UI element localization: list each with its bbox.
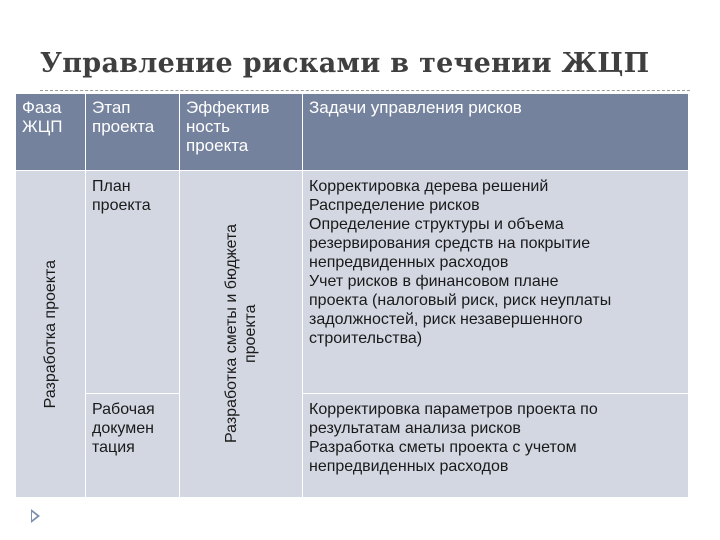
stage-line: Рабочая xyxy=(92,401,155,418)
header-phase xyxy=(16,94,86,171)
header-phase-line: ЖЦП xyxy=(22,117,63,136)
tasks-cell-docs xyxy=(303,394,689,498)
header-efficiency-line: Эффектив xyxy=(186,98,270,117)
stage-cell-docs xyxy=(86,394,180,498)
header-efficiency-line: ность xyxy=(186,117,230,136)
header-phase-line: Фаза xyxy=(22,98,62,117)
stage-line: проекта xyxy=(92,197,151,214)
task-line: Определение структуры и объема xyxy=(309,216,564,233)
header-efficiency-line: проекта xyxy=(186,136,249,155)
task-line: резервирования средств на покрытие xyxy=(309,235,591,252)
task-line: результатам анализа рисков xyxy=(309,420,521,437)
header-stage-line: Этап xyxy=(92,98,131,117)
title-divider xyxy=(40,90,690,91)
stage-line: тация xyxy=(92,439,135,456)
efficiency-line: Разработка сметы и бюджета xyxy=(223,224,240,444)
phase-cell xyxy=(16,171,86,498)
task-line: Корректировка дерева решений xyxy=(309,178,549,195)
task-line: непредвиденных расходов xyxy=(309,254,509,271)
efficiency-line: проекта xyxy=(242,304,259,364)
task-line: строительства) xyxy=(309,330,423,347)
phase-label: Разработка проекта xyxy=(42,259,59,409)
header-tasks-line: Задачи управления рисков xyxy=(309,98,522,117)
task-line: непредвиденных расходов xyxy=(309,458,509,475)
efficiency-cell xyxy=(180,171,303,498)
header-tasks xyxy=(303,94,689,171)
header-efficiency xyxy=(180,94,303,171)
header-stage xyxy=(86,94,180,171)
slide-title: Управление рисками в течении ЖЦП xyxy=(40,48,650,79)
stage-cell-plan xyxy=(86,171,180,394)
stage-line: План xyxy=(92,178,131,195)
efficiency-label xyxy=(222,224,260,443)
tasks-cell-plan xyxy=(303,171,689,394)
header-stage-line: проекта xyxy=(92,117,155,136)
stage-line: докумен xyxy=(92,420,154,437)
task-line: задолжностей, риск незавершенного xyxy=(309,311,583,328)
task-line: Корректировка параметров проекта по xyxy=(309,401,598,418)
task-line: Распределение рисков xyxy=(309,197,480,214)
task-line: Разработка сметы проекта с учетом xyxy=(309,439,577,456)
triangle-right-icon[interactable] xyxy=(31,509,40,523)
task-line: Учет рисков в финансовом плане xyxy=(309,273,559,290)
task-line: проекта (налоговый риск, риск неуплаты xyxy=(309,292,612,309)
risk-table xyxy=(16,94,689,498)
